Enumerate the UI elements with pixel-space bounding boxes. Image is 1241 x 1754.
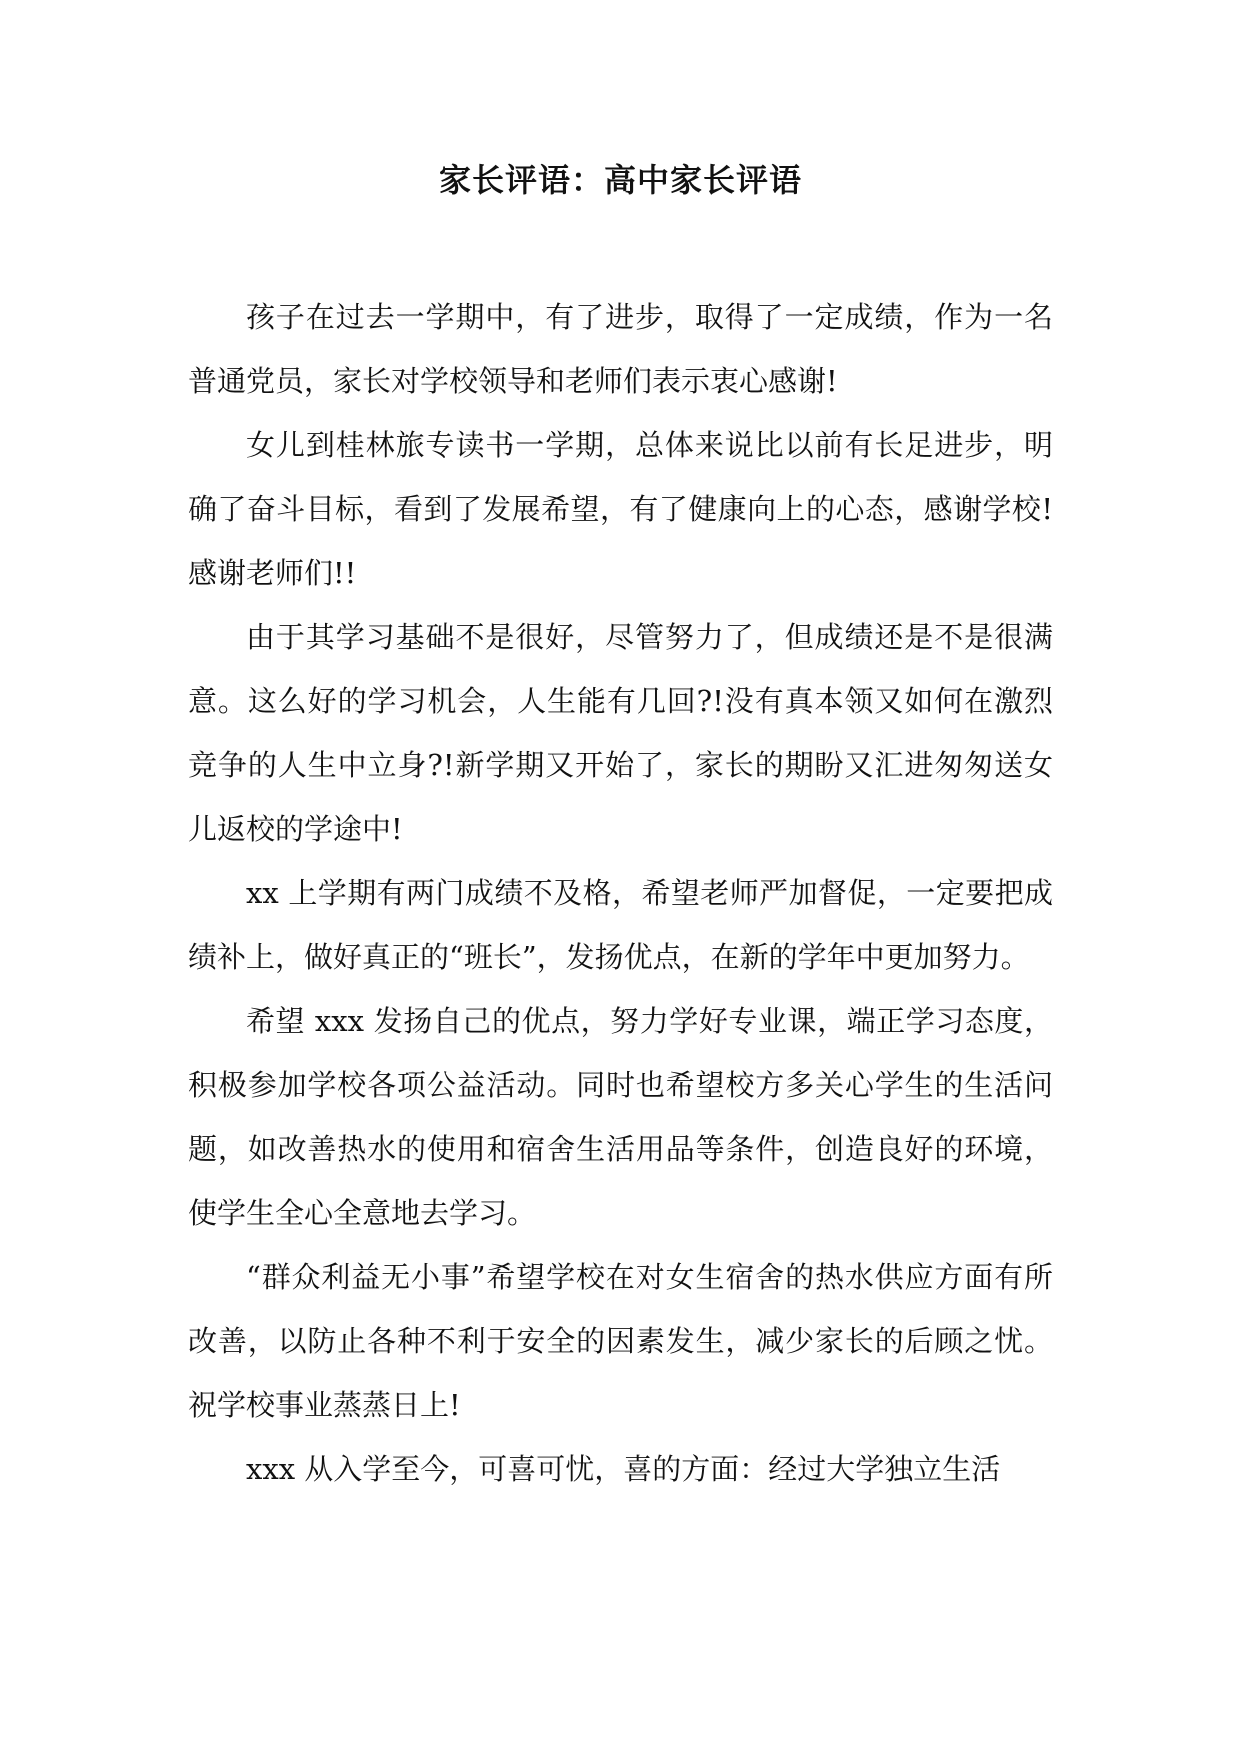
- paragraph-1: 孩子在过去一学期中，有了进步，取得了一定成绩，作为一名普通党员，家长对学校领导和老师们表示衷心感谢!: [188, 300, 1053, 398]
- paragraph-6: “群众利益无小事”希望学校在对女生宿舍的热水供应方面有所改善，以防止各种不利于安全的因素发生，减少家长的后顾之忧。祝学校事业蒸蒸日上!: [188, 1260, 1053, 1422]
- paragraph-4: xx 上学期有两门成绩不及格，希望老师严加督促，一定要把成绩补上，做好真正的“班长”，发扬优点，在新的学年中更加努力。: [188, 876, 1053, 974]
- paragraph-5: 希望 xxx 发扬自己的优点，努力学好专业课，端正学习态度，积极参加学校各项公益活动。同时也希望校方多关心学生的生活问题，如改善热水的使用和宿舍生活用品等条件，创造良好的环境，使学生全心全意地去学习。: [188, 1004, 1053, 1230]
- document-title: 家长评语：高中家长评语: [438, 161, 802, 199]
- paragraph-2: 女儿到桂林旅专读书一学期，总体来说比以前有长足进步，明确了奋斗目标，看到了发展希望，有了健康向上的心态，感谢学校!感谢老师们!!: [188, 428, 1053, 590]
- document-body: [188, 285, 1053, 1501]
- paragraph-3: 由于其学习基础不是很好，尽管努力了，但成绩还是不是很满意。这么好的学习机会，人生能有几回?!没有真本领又如何在激烈竞争的人生中立身?!新学期又开始了，家长的期盼又汇进匆匆送女儿返校的学途中!: [188, 620, 1053, 846]
- paragraph-7: xxx 从入学至今，可喜可忧，喜的方面：经过大学独立生活: [246, 1452, 1001, 1486]
